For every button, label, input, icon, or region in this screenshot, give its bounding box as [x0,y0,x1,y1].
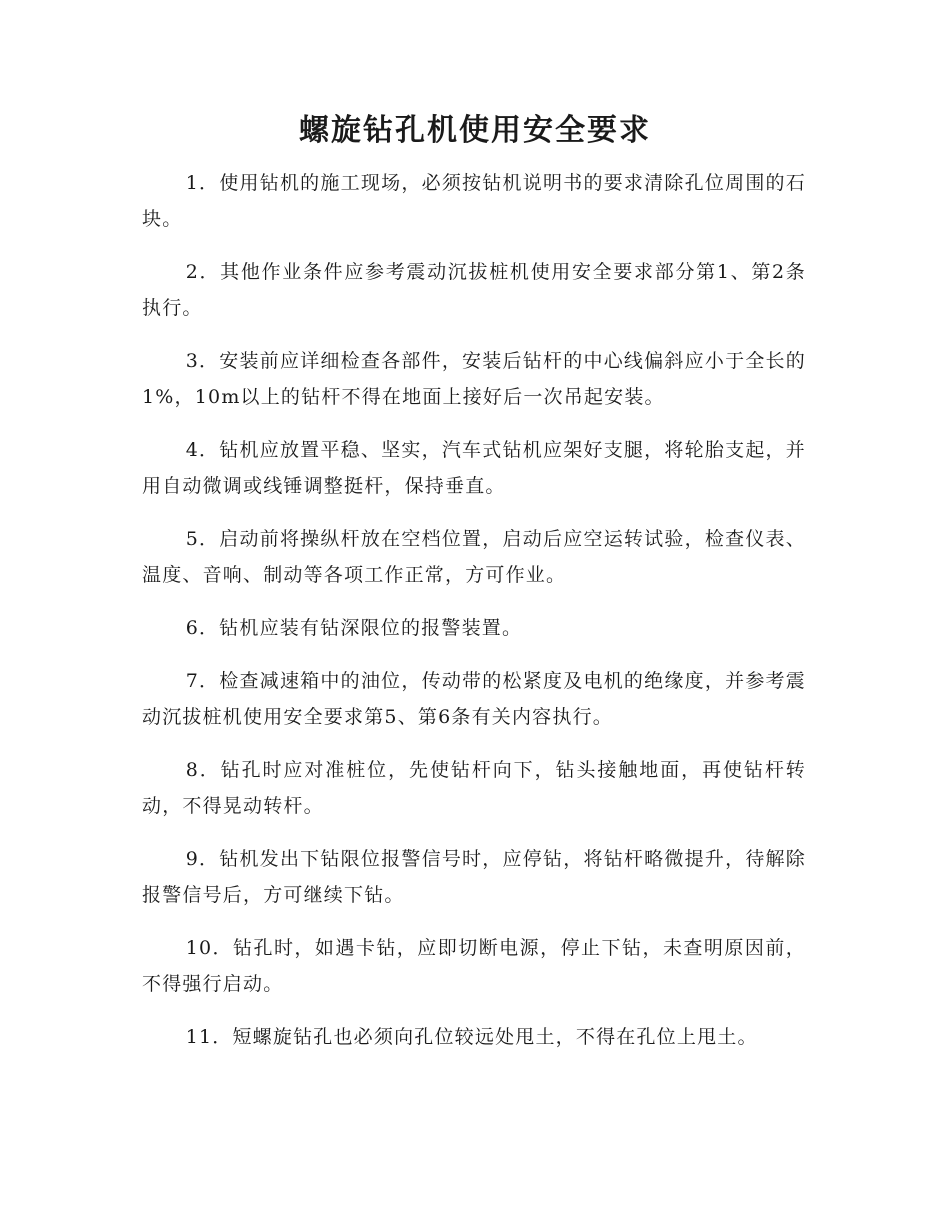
paragraph-7: 7．检查减速箱中的油位，传动带的松紧度及电机的绝缘度，并参考震动沉拔桩机使用安全要求第5、第6条有关内容执行。 [142,670,806,728]
paragraph-10: 10．钻孔时，如遇卡钻，应即切断电源，停止下钻，未查明原因前，不得强行启动。 [142,937,806,995]
paragraph-9: 9．钻机发出下钻限位报警信号时，应停钻，将钻杆略微提升，待解除报警信号后，方可继续下钻。 [142,848,806,906]
paragraph-3: 3．安装前应详细检查各部件，安装后钻杆的中心线偏斜应小于全长的1%，10m以上的钻杆不得在地面上接好后一次吊起安装。 [142,350,806,408]
paragraph-8: 8．钻孔时应对准桩位，先使钻杆向下，钻头接触地面，再使钻杆转动，不得晃动转杆。 [142,759,806,817]
paragraph-11: 11．短螺旋钻孔也必须向孔位较远处甩土，不得在孔位上甩土。 [185,1026,758,1048]
paragraph-5: 5．启动前将操纵杆放在空档位置，启动后应空运转试验，检查仪表、温度、音响、制动等各项工作正常，方可作业。 [142,528,806,586]
paragraph-6: 6．钻机应装有钻深限位的报警装置。 [185,617,523,639]
document-title: 螺旋钻孔机使用安全要求 [299,113,651,148]
document-body [142,165,806,1072]
paragraph-4: 4．钻机应放置平稳、坚实，汽车式钻机应架好支腿，将轮胎支起，并用自动微调或线锤调整挺杆，保持垂直。 [142,439,806,497]
paragraph-1: 1．使用钻机的施工现场，必须按钻机说明书的要求清除孔位周围的石块。 [142,172,806,230]
paragraph-2: 2．其他作业条件应参考震动沉拔桩机使用安全要求部分第1、第2条执行。 [142,261,806,319]
